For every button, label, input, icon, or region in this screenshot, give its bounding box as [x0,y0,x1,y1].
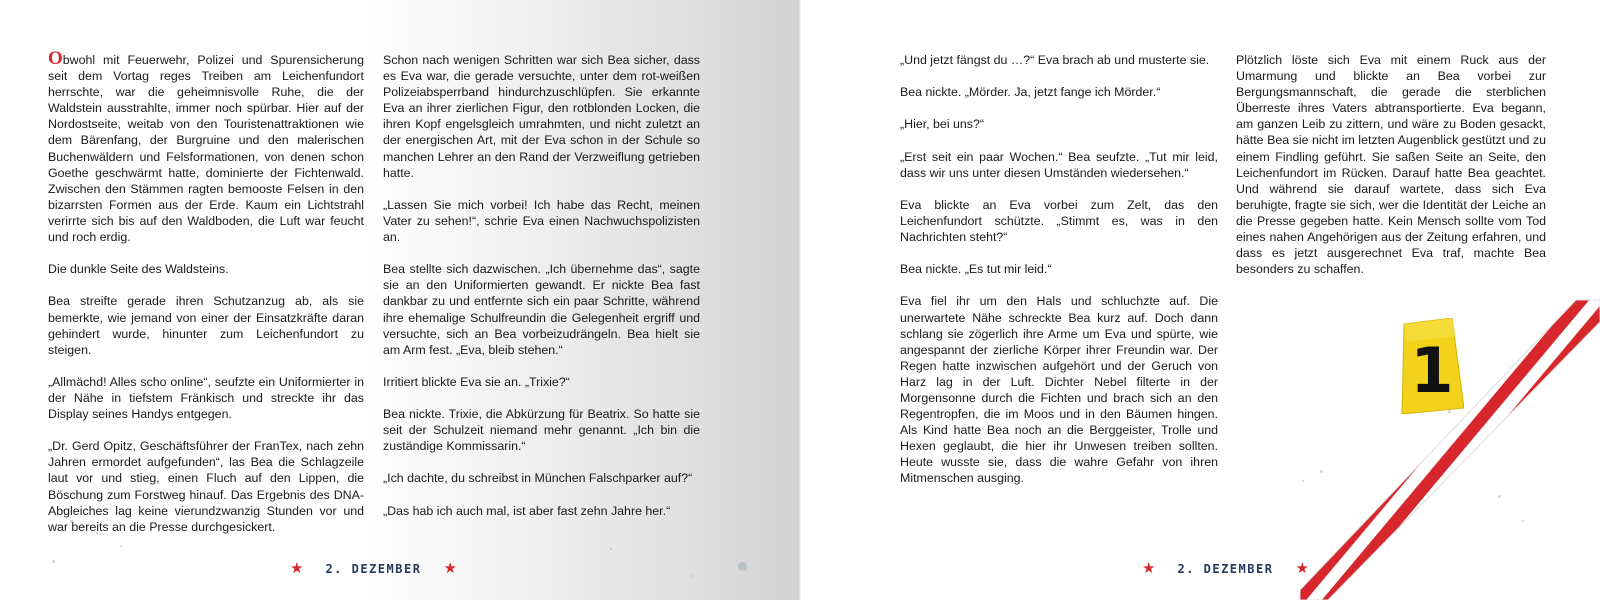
paragraph: Bea stellte sich dazwischen. „Ich übernehme das“, sagte sie an den Uniformierten gewandt. Er nickte Bea fast dankbar zu und entfernte sich ein paar Schritte, während ihre ehemalige Schulfreundin die Gelegenheit ergriff und versuchte, sich an Bea vorbeizudrängeln. Bea hielt sie am Arm fest. „Eva, bleib stehen.“ [383,262,700,357]
paragraph: Bea nickte. „Mörder. Ja, jetzt fange ich Mörder.“ [900,85,1161,100]
paragraph: „Allmächd! Alles scho online“, seufzte ein Uniformierter in der Nähe in tiefstem Fränkisch und streckte ihr das Display seines Handys entgegen. [48,374,364,422]
book-gutter [798,0,801,600]
speck [52,560,55,563]
chapter-date-label: 2. DEZEMBER [325,562,422,576]
opening-paragraph [48,48,364,245]
paragraph: „Ich dachte, du schreibst in München Falschparker auf?“ [383,471,693,486]
paragraph: „Dr. Gerd Opitz, Geschäftsführer der FranTex, nach zehn Jahren ermordet aufgefunden“, las Bea die Schlagzeile laut vor und stieg, einen Fluch auf den Lippen, die Böschung zum Forstweg hinauf. Das Ergebnis des DNA-Abgleiches lag keine vierundzwanzig Stunden vor und war bereits an die Presse durchgesickert. [48,439,364,534]
star-icon: ★ [290,560,304,577]
paragraph: Eva fiel ihr um den Hals und schluchzte auf. Die unerwartete Nähe schreckte Bea kurz auf. Doch dann schlang sie zögerlich ihre Arme um Eva und spürte, wie angespannt der zierliche Körper ihrer Freundin war. Der Regen hatte inzwischen aufgehört und der Geruch von Harz lag in der Luft. Dichter Nebel filterte in der Morgensonne durch die Fichten und brach sich an den Regentropfen, die im Moos und in den Bäumen hingen. Als Kind hatte Bea noch an die Berggeister, Trolle und Hexen geglaubt, die hier ihr Unwesen treiben sollten. Heute wusste sie, dass die wahre Gefahr von ihren Mitmenschen ausging. [900,294,1218,486]
paragraph: „Lassen Sie mich vorbei! Ich habe das Recht, meinen Vater zu sehen!“, schrie Eva einen Nachwuchspolizisten an. [383,197,700,245]
speck [610,548,612,550]
paragraph: Bea nickte. Trixie, die Abkürzung für Beatrix. So hatte sie seit der Schulzeit niemand mehr genannt. „Ich bin die zuständige Kommissarin.“ [383,407,700,454]
paragraph: Plötzlich löste sich Eva mit einem Ruck aus der Umarmung und blickte an Bea vorbei zur Bergungsmannschaft, die gerade die sterblichen Überreste ihres Vaters abtransportierte. Eva begann, am ganzen Leib zu zittern, und wäre zu Boden gesackt, hätte Bea sie nicht im letzten Augenblick gestützt und zu einem Findling geführt. Sie saßen Seite an Seite, den Leichenfundort im Rücken. Darauf hatte Bea geachtet. Und während sie darauf wartete, dass sich Eva beruhigte, fragte sie sich, wer die Identität der Leiche an die Presse gegeben hatte. Kein Mensch sollte vom Tod eines nahen Angehörigen aus der Zeitung erfahren, und dass es jetzt ausgerechnet Eva traf, machte Bea besonders zu schaffen. [1236,53,1546,277]
paragraph: Irritiert blickte Eva sie an. „Trixie?“ [383,374,570,389]
left-column-1 [48,48,364,551]
drop-cap: O [48,48,63,69]
paragraph: Die dunkle Seite des Waldsteins. [48,262,229,277]
right-column-2 [1236,52,1546,293]
left-page-footer [290,560,457,578]
paragraph: Bea streifte gerade ihren Schutzanzug ab, als sie bemerkte, wie jemand von einer der Einsatzkräfte daran gehindert wurde, hinunter zum Leichenfundort zu steigen. [48,294,364,357]
evidence-marker-number: 1 [1410,334,1454,407]
right-column-1 [900,52,1218,503]
star-icon: ★ [1295,560,1309,577]
star-icon: ★ [443,560,457,577]
paragraph: „Erst seit ein paar Wochen.“ Bea seufzte. „Tut mir leid, dass wir uns unter diesen Umständen wiedersehen.“ [900,149,1218,180]
opening-text: bwohl mit Feuerwehr, Polizei und Spurensicherung seit dem Vortag reges Treiben am Leichenfundort herrschte, war die geheimnisvolle Ruhe, die der Waldstein ausstrahlte, immer noch spürbar. Hier auf der Nordostseite, weitab von den Touristenattraktionen wie dem Bärenfang, der Burgruine und den malerischen Buchenwäldern und Felsformationen, von denen schon Goethe geschwärmt hatte, dominierte der Fichtenwald. Zwischen den Stämmen ragten bemooste Felsen in den bizarrsten Formen aus der Erde. Kaum ein Lichtstrahl verirrte sich bis auf den Waldboden, die Luft war feucht und roch erdig. [48,53,364,245]
paragraph: „Und jetzt fängst du …?“ Eva brach ab und musterte sie. [900,53,1210,67]
paragraph: „Hier, bei uns?“ [900,117,985,132]
star-icon: ★ [1142,560,1156,577]
paragraph: Bea nickte. „Es tut mir leid.“ [900,262,1052,277]
left-column-2 [383,52,700,535]
paragraph: Schon nach wenigen Schritten war sich Bea sicher, dass es Eva war, die gerade versuchte, unter dem rot-weißen Polizeiabsperrband hindurchzuschlüpfen. Sie erkannte Eva an ihrer zierlichen Figur, den rotblonden Locken, die ihren Kopf engelsgleich umrahmten, und nicht zuletzt an der energischen Art, mit der Eva schon in der Schule so manchen Lehrer an den Rand der Verzweiflung getrieben hatte. [383,53,700,180]
paragraph: „Das hab ich auch mal, ist aber fast zehn Jahre her.“ [383,503,671,518]
evidence-marker [1398,318,1464,414]
right-page-footer [1142,560,1309,578]
speck [738,562,747,571]
paragraph: Eva blickte an Eva vorbei zum Zelt, das den Leichenfundort schützte. „Stimmt es, was in den Nachrichten steht?“ [900,197,1218,245]
chapter-date-label: 2. DEZEMBER [1177,562,1274,576]
speck [690,575,692,577]
